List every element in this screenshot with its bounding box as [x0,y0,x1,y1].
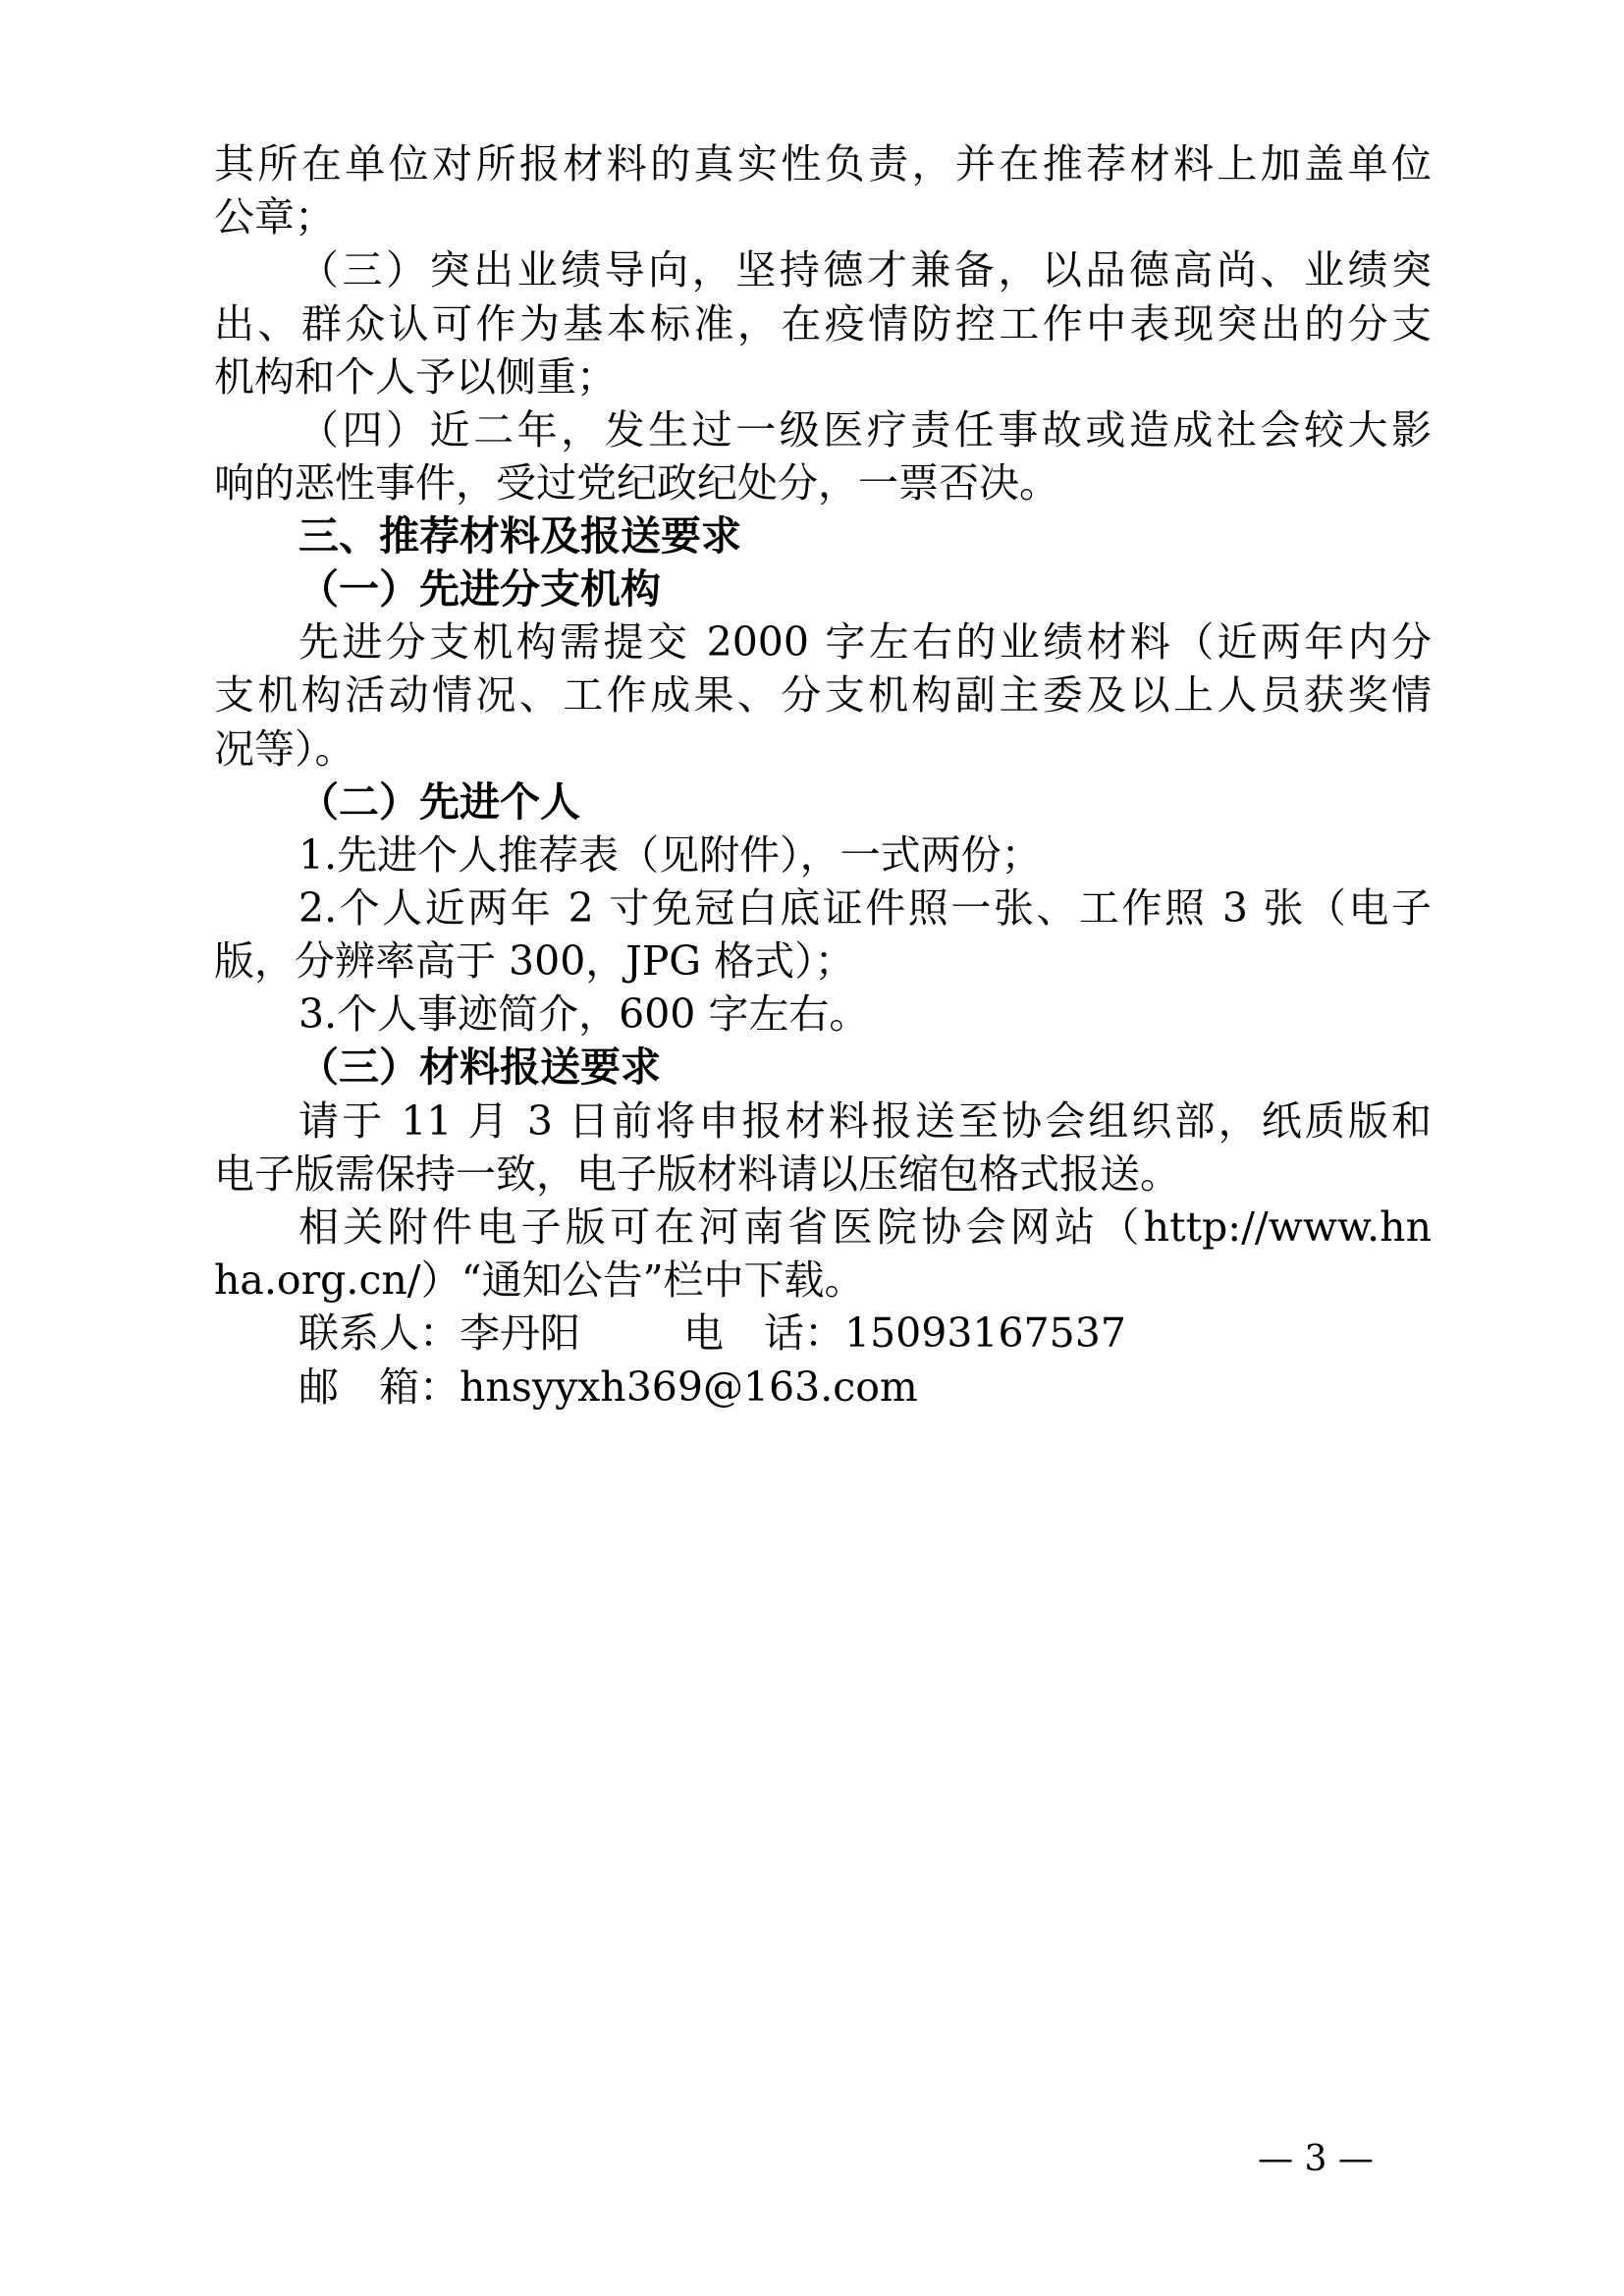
paragraph-line: （三）突出业绩导向，坚持德才兼备，以品德高尚、业绩突 [298,246,1432,294]
paragraph-line: 响的恶性事件，受过党纪政纪处分，一票否决。 [214,459,1059,507]
paragraph-line: 先进分支机构需提交 2000 字左右的业绩材料（近两年内分 [298,618,1432,666]
paragraph-line: 出、群众认可作为基本标准，在疫情防控工作中表现突出的分支 [214,300,1432,347]
contact-phone-value: 15093167537 [844,1309,1126,1357]
sub-heading: （一）先进分支机构 [298,565,661,613]
paragraph-line: 请于 11 月 3 日前将申报材料报送至协会组织部，纸质版和 [298,1097,1432,1145]
sub-heading: （二）先进个人 [298,778,580,826]
contact-email-label: 邮 箱： [298,1363,460,1411]
contact-phone-label: 电 话： [683,1309,844,1357]
contact-email-value: hnsyyxh369@163.com [460,1363,918,1411]
paragraph-line: 况等）。 [214,725,355,773]
paragraph-line: 支机构活动情况、工作成果、分支机构副主委及以上人员获奖情 [214,671,1432,719]
section-heading: 三、推荐材料及报送要求 [298,512,741,560]
sub-heading: （三）材料报送要求 [298,1043,661,1091]
contact-person-label: 联系人： [298,1309,460,1357]
page-number: — 3 — [1258,2139,1374,2179]
contact-person-name: 李丹阳 [460,1309,580,1357]
paragraph-line: 其所在单位对所报材料的真实性负责，并在推荐材料上加盖单位 [214,140,1432,187]
paragraph-line: ha.org.cn/）“通知公告”栏中下载。 [214,1256,865,1304]
list-item: 版，分辨率高于 300，JPG 格式）； [214,937,855,985]
list-item: 1.先进个人推荐表（见附件），一式两份； [298,831,1042,879]
paragraph-line: 公章； [214,193,335,240]
contact-email-row [298,1347,918,1427]
list-item: 3.个人事迹简介，600 字左右。 [298,990,870,1038]
paragraph-line: 电子版需保持一致，电子版材料请以压缩包格式报送。 [214,1150,1180,1198]
list-item: 2.个人近两年 2 寸免冠白底证件照一张、工作照 3 张（电子 [298,884,1432,932]
paragraph-line: 相关附件电子版可在河南省医院协会网站（http://www.hn [298,1203,1432,1251]
paragraph-line: 机构和个人予以侧重； [214,353,617,400]
paragraph-line: （四）近二年，发生过一级医疗责任事故或造成社会较大影 [298,406,1432,454]
